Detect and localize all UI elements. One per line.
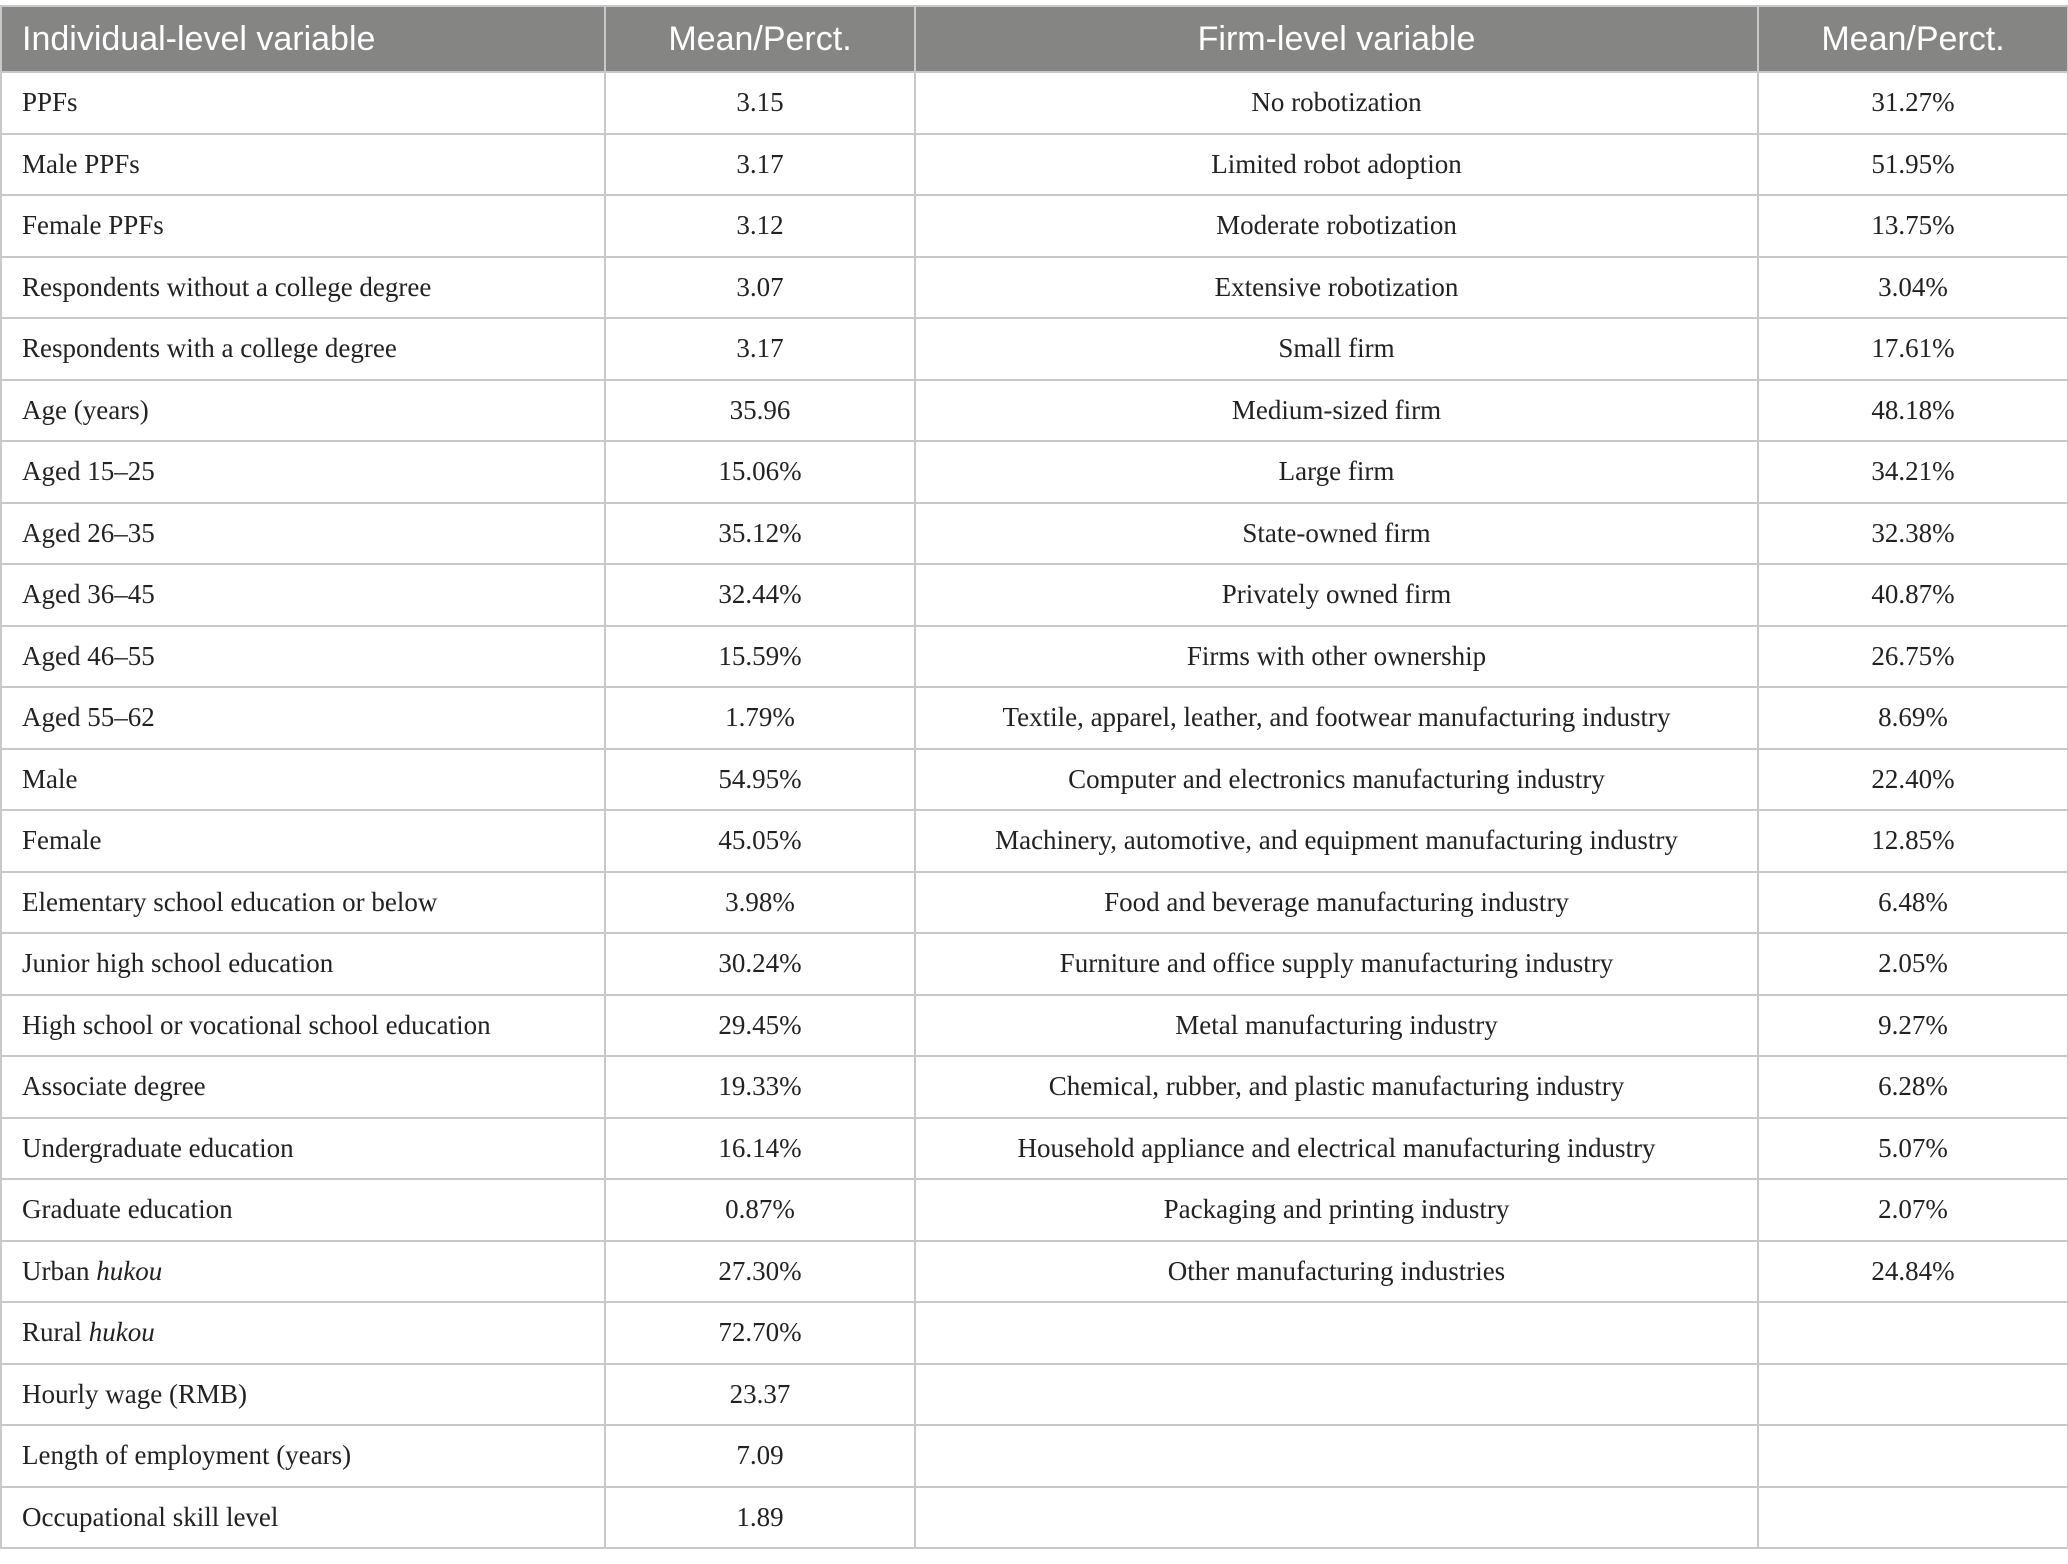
header-firm-mean: Mean/Perct. xyxy=(1758,6,2068,72)
individual-mean-cell: 3.12 xyxy=(605,195,915,257)
individual-variable-cell xyxy=(1,995,605,1057)
firm-variable-cell: Furniture and office supply manufacturing industry xyxy=(915,933,1758,995)
individual-mean-cell: 7.09 xyxy=(605,1425,915,1487)
individual-variable-label: High school or vocational school education xyxy=(22,1009,491,1040)
individual-variable-italic-term: hukou xyxy=(88,1317,155,1348)
individual-variable-cell xyxy=(1,257,605,319)
individual-variable-label: Graduate education xyxy=(22,1194,233,1225)
individual-variable-cell xyxy=(1,810,605,872)
firm-variable-cell: Textile, apparel, leather, and footwear manufacturing industry xyxy=(915,687,1758,749)
header-row xyxy=(1,6,2068,72)
table-row xyxy=(1,687,2068,749)
table-row xyxy=(1,1118,2068,1180)
individual-variable-cell xyxy=(1,1487,605,1549)
table-row xyxy=(1,195,2068,257)
firm-mean-cell: 32.38% xyxy=(1758,503,2068,565)
firm-variable-cell: Large firm xyxy=(915,441,1758,503)
individual-variable-cell xyxy=(1,1118,605,1180)
table-body xyxy=(1,72,2068,1548)
individual-variable-cell xyxy=(1,1241,605,1303)
firm-mean-cell: 9.27% xyxy=(1758,995,2068,1057)
individual-mean-cell: 3.07 xyxy=(605,257,915,319)
individual-variable-cell xyxy=(1,626,605,688)
firm-mean-cell: 12.85% xyxy=(1758,810,2068,872)
individual-variable-italic-term: hukou xyxy=(96,1255,163,1286)
individual-mean-cell: 16.14% xyxy=(605,1118,915,1180)
individual-mean-cell: 15.59% xyxy=(605,626,915,688)
individual-variable-cell xyxy=(1,933,605,995)
individual-mean-cell: 19.33% xyxy=(605,1056,915,1118)
firm-variable-cell: Extensive robotization xyxy=(915,257,1758,319)
individual-variable-cell xyxy=(1,872,605,934)
individual-mean-cell: 35.12% xyxy=(605,503,915,565)
individual-variable-label: Elementary school education or below xyxy=(22,886,438,917)
individual-mean-cell: 3.98% xyxy=(605,872,915,934)
firm-variable-cell: Small firm xyxy=(915,318,1758,380)
firm-variable-cell: Computer and electronics manufacturing industry xyxy=(915,749,1758,811)
table-row xyxy=(1,872,2068,934)
table-row xyxy=(1,257,2068,319)
individual-variable-label: Male PPFs xyxy=(22,148,140,179)
individual-variable-label: Respondents with a college degree xyxy=(22,333,397,364)
table-row xyxy=(1,564,2068,626)
individual-variable-label: Occupational skill level xyxy=(22,1501,279,1532)
firm-mean-cell xyxy=(1758,1425,2068,1487)
firm-mean-cell: 22.40% xyxy=(1758,749,2068,811)
table-row xyxy=(1,134,2068,196)
table-row xyxy=(1,1425,2068,1487)
firm-mean-cell xyxy=(1758,1302,2068,1364)
firm-variable-cell xyxy=(915,1487,1758,1549)
firm-mean-cell: 5.07% xyxy=(1758,1118,2068,1180)
table-row xyxy=(1,810,2068,872)
firm-variable-cell: Metal manufacturing industry xyxy=(915,995,1758,1057)
firm-mean-cell: 31.27% xyxy=(1758,72,2068,134)
firm-mean-cell: 24.84% xyxy=(1758,1241,2068,1303)
individual-variable-label: Male xyxy=(22,763,78,794)
table-row xyxy=(1,318,2068,380)
firm-mean-cell: 26.75% xyxy=(1758,626,2068,688)
individual-mean-cell: 54.95% xyxy=(605,749,915,811)
table-row xyxy=(1,995,2068,1057)
firm-variable-cell: Other manufacturing industries xyxy=(915,1241,1758,1303)
individual-variable-label: Aged 55–62 xyxy=(22,702,155,733)
firm-variable-cell: State-owned firm xyxy=(915,503,1758,565)
table-row xyxy=(1,1487,2068,1549)
individual-mean-cell: 30.24% xyxy=(605,933,915,995)
individual-variable-label: Respondents without a college degree xyxy=(22,271,432,302)
table-row xyxy=(1,626,2068,688)
table-row xyxy=(1,1302,2068,1364)
individual-variable-cell xyxy=(1,1179,605,1241)
firm-variable-cell xyxy=(915,1425,1758,1487)
individual-mean-cell: 15.06% xyxy=(605,441,915,503)
individual-mean-cell: 45.05% xyxy=(605,810,915,872)
firm-mean-cell: 13.75% xyxy=(1758,195,2068,257)
firm-variable-cell: Food and beverage manufacturing industry xyxy=(915,872,1758,934)
individual-variable-label: Age (years) xyxy=(22,394,149,425)
header-firm-variable: Firm-level variable xyxy=(915,6,1758,72)
table-row xyxy=(1,1179,2068,1241)
table-row xyxy=(1,1364,2068,1426)
individual-mean-cell: 72.70% xyxy=(605,1302,915,1364)
individual-variable-label: Urban xyxy=(22,1255,97,1286)
individual-variable-cell xyxy=(1,72,605,134)
individual-variable-cell xyxy=(1,749,605,811)
individual-mean-cell: 3.17 xyxy=(605,318,915,380)
individual-variable-cell xyxy=(1,1425,605,1487)
firm-mean-cell: 8.69% xyxy=(1758,687,2068,749)
individual-variable-cell xyxy=(1,503,605,565)
individual-variable-cell xyxy=(1,380,605,442)
individual-variable-cell xyxy=(1,1364,605,1426)
individual-mean-cell: 35.96 xyxy=(605,380,915,442)
individual-variable-label: PPFs xyxy=(22,87,78,118)
individual-mean-cell: 1.89 xyxy=(605,1487,915,1549)
individual-variable-label: Aged 15–25 xyxy=(22,456,155,487)
firm-variable-cell: Firms with other ownership xyxy=(915,626,1758,688)
individual-variable-label: Female xyxy=(22,825,102,856)
individual-variable-label: Associate degree xyxy=(22,1071,206,1102)
firm-variable-cell: Privately owned firm xyxy=(915,564,1758,626)
firm-mean-cell: 34.21% xyxy=(1758,441,2068,503)
table-row xyxy=(1,1241,2068,1303)
individual-mean-cell: 3.15 xyxy=(605,72,915,134)
firm-mean-cell xyxy=(1758,1364,2068,1426)
firm-variable-cell xyxy=(915,1364,1758,1426)
individual-variable-cell xyxy=(1,134,605,196)
individual-variable-cell xyxy=(1,318,605,380)
firm-mean-cell: 2.07% xyxy=(1758,1179,2068,1241)
firm-variable-cell: Medium-sized firm xyxy=(915,380,1758,442)
table-header xyxy=(1,6,2068,72)
firm-mean-cell xyxy=(1758,1487,2068,1549)
firm-mean-cell: 17.61% xyxy=(1758,318,2068,380)
summary-statistics-table xyxy=(0,5,2068,1549)
table-row xyxy=(1,503,2068,565)
individual-variable-label: Female PPFs xyxy=(22,210,164,241)
firm-variable-cell xyxy=(915,1302,1758,1364)
table-row xyxy=(1,441,2068,503)
individual-variable-cell xyxy=(1,1302,605,1364)
table-row xyxy=(1,749,2068,811)
firm-mean-cell: 6.28% xyxy=(1758,1056,2068,1118)
individual-variable-label: Length of employment (years) xyxy=(22,1440,352,1471)
header-individual-mean: Mean/Perct. xyxy=(605,6,915,72)
individual-variable-label: Hourly wage (RMB) xyxy=(22,1378,247,1409)
individual-mean-cell: 32.44% xyxy=(605,564,915,626)
individual-mean-cell: 0.87% xyxy=(605,1179,915,1241)
table-row xyxy=(1,72,2068,134)
header-individual-variable: Individual-level variable xyxy=(1,6,605,72)
firm-variable-cell: Moderate robotization xyxy=(915,195,1758,257)
individual-variable-label: Aged 46–55 xyxy=(22,640,155,671)
individual-variable-label: Undergraduate education xyxy=(22,1132,294,1163)
individual-variable-cell xyxy=(1,441,605,503)
individual-variable-label: Aged 36–45 xyxy=(22,579,155,610)
individual-variable-cell xyxy=(1,687,605,749)
firm-variable-cell: Limited robot adoption xyxy=(915,134,1758,196)
individual-mean-cell: 3.17 xyxy=(605,134,915,196)
individual-mean-cell: 27.30% xyxy=(605,1241,915,1303)
table-row xyxy=(1,933,2068,995)
firm-variable-cell: Chemical, rubber, and plastic manufacturing industry xyxy=(915,1056,1758,1118)
table-row xyxy=(1,380,2068,442)
individual-variable-label: Rural xyxy=(22,1317,89,1348)
firm-mean-cell: 51.95% xyxy=(1758,134,2068,196)
firm-variable-cell: No robotization xyxy=(915,72,1758,134)
individual-mean-cell: 29.45% xyxy=(605,995,915,1057)
firm-mean-cell: 6.48% xyxy=(1758,872,2068,934)
individual-mean-cell: 23.37 xyxy=(605,1364,915,1426)
firm-variable-cell: Packaging and printing industry xyxy=(915,1179,1758,1241)
individual-mean-cell: 1.79% xyxy=(605,687,915,749)
firm-mean-cell: 2.05% xyxy=(1758,933,2068,995)
individual-variable-cell xyxy=(1,564,605,626)
individual-variable-cell xyxy=(1,1056,605,1118)
individual-variable-cell xyxy=(1,195,605,257)
individual-variable-label: Aged 26–35 xyxy=(22,517,155,548)
firm-variable-cell: Machinery, automotive, and equipment manufacturing industry xyxy=(915,810,1758,872)
firm-mean-cell: 48.18% xyxy=(1758,380,2068,442)
firm-mean-cell: 3.04% xyxy=(1758,257,2068,319)
summary-statistics-table-container xyxy=(0,5,2068,1549)
firm-variable-cell: Household appliance and electrical manufacturing industry xyxy=(915,1118,1758,1180)
individual-variable-label: Junior high school education xyxy=(22,948,334,979)
table-row xyxy=(1,1056,2068,1118)
firm-mean-cell: 40.87% xyxy=(1758,564,2068,626)
